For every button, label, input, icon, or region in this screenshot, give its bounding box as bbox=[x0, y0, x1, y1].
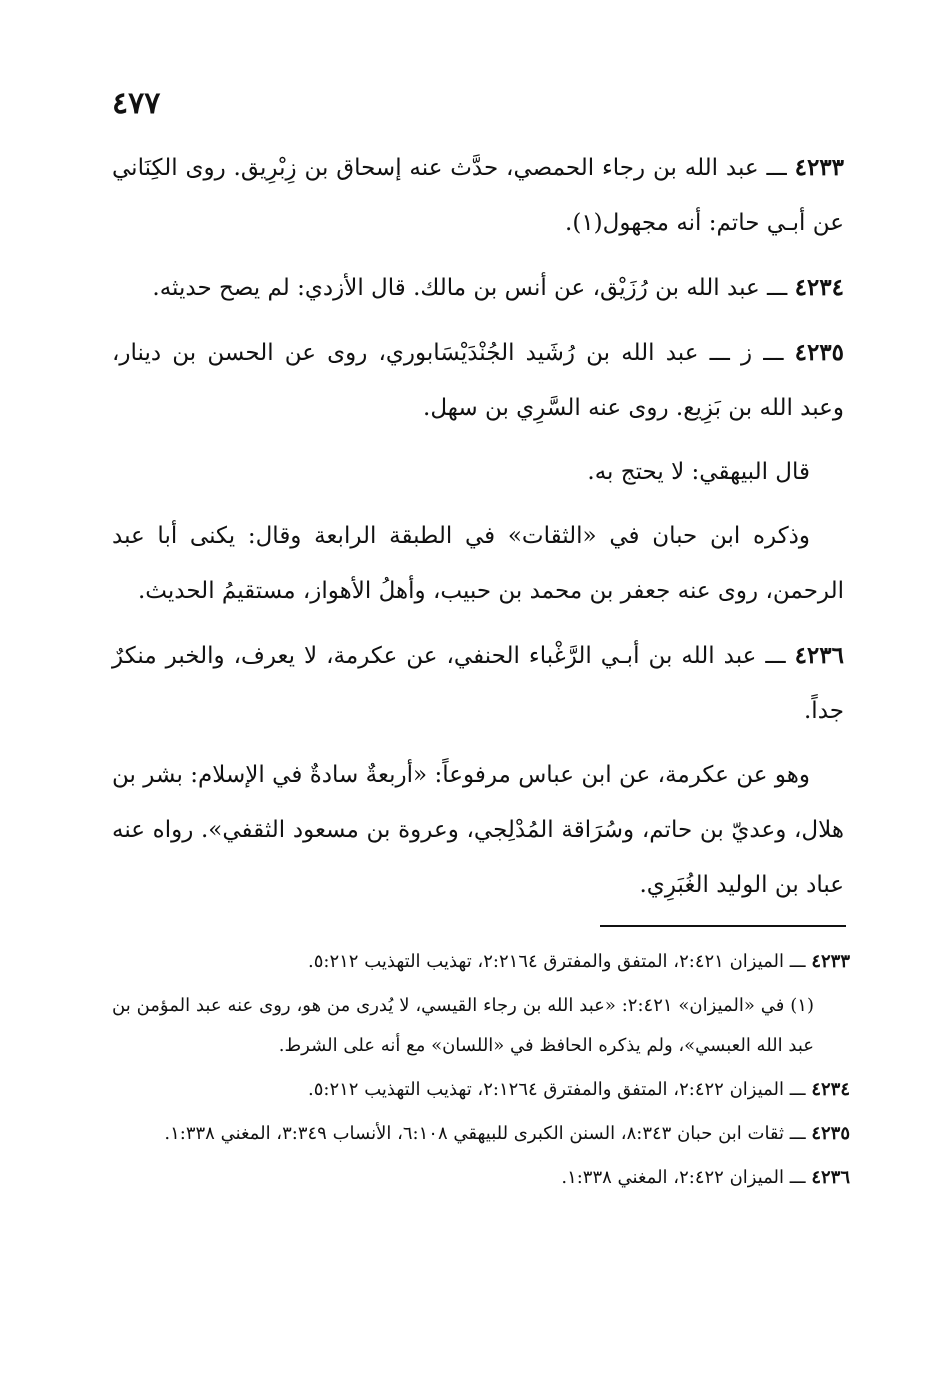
entry-4233 bbox=[112, 140, 844, 251]
entry-4236-hadith: وهو عن عكرمة، عن ابن عباس مرفوعاً: «أربعةٌ سادةٌ في الإسلام: بشر بن هلال، وعديّ بن حاتم، وسُرَاقة المُدْلِجي، وعروة بن مسعود الثقفي». رواه عنه عباد بن الوليد الغُبَرِي. bbox=[112, 762, 844, 898]
footnote-4234 bbox=[112, 1070, 850, 1110]
main-text bbox=[112, 140, 844, 922]
footnote-divider bbox=[600, 925, 846, 927]
footnote-4235 bbox=[112, 1114, 850, 1154]
entry-4235 bbox=[112, 325, 844, 436]
footnote-text: ـــ الميزان ٢:٤٢٢، المتفق والمفترق ٢:١٢٦٤، تهذيب التهذيب ٥:٢١٢. bbox=[308, 1079, 806, 1100]
footnotes bbox=[112, 942, 850, 1202]
footnote-text: ـــ الميزان ٢:٤٢٢، المغني ١:٣٣٨. bbox=[561, 1167, 806, 1188]
footnote-1 bbox=[112, 986, 850, 1066]
footnote-4236 bbox=[112, 1158, 850, 1198]
footnote-text: ـــ الميزان ٢:٤٢١، المتفق والمفترق ٢:٢١٦٤، تهذيب التهذيب ٥:٢١٢. bbox=[308, 951, 806, 972]
footnote-4233 bbox=[112, 942, 850, 982]
footnote-text: ـــ ثقات ابن حبان ٨:٣٤٣، السنن الكبرى للبيهقي ٦:١٠٨، الأنساب ٣:٣٤٩، المغني ١:٣٣٨. bbox=[164, 1123, 806, 1144]
entry-text: ـــ ز ـــ عبد الله بن رُشَيد الجُنْدَيْسَابوري، روى عن الحسن بن دينار، وعبد الله بن بَزِيع. روى عنه السَّرِي بن سهل. bbox=[112, 340, 844, 421]
footnote-number: ٤٢٣٤ bbox=[811, 1079, 850, 1100]
entry-4235-bayhaqi: قال البيهقي: لا يحتج به. bbox=[587, 459, 810, 485]
entry-number: ٤٢٣٦ bbox=[794, 642, 844, 669]
entry-4236 bbox=[112, 628, 844, 739]
footnote-number: ٤٢٣٦ bbox=[811, 1167, 850, 1188]
footnote-number: ٤٢٣٣ bbox=[811, 951, 850, 972]
entry-text: ـــ عبد الله بن أبـي الرَّغْباء الحنفي، عن عكرمة، لا يعرف، والخبر منكرٌ جداً. bbox=[112, 643, 844, 724]
entry-text: ـــ عبد الله بن رجاء الحمصي، حدَّث عنه إسحاق بن زِبْرِيق. روى الكِنَاني عن أبـي حاتم: أنه مجهول(١). bbox=[112, 155, 844, 236]
footnote-number: ٤٢٣٥ bbox=[811, 1123, 850, 1144]
footnote-text: في «الميزان» ٢:٤٢١: «عبد الله بن رجاء القيسي، لا يُدرى من هو، روى عنه عبد المؤمن بن عبد الله العبسي»، ولم يذكره الحافظ في «اللسان» مع أنه على الشرط. bbox=[112, 995, 814, 1056]
entry-number: ٤٢٣٤ bbox=[794, 274, 844, 301]
page-number: ٤٧٧ bbox=[112, 86, 161, 121]
entry-4234 bbox=[112, 260, 844, 316]
footnote-number: (١) bbox=[790, 995, 814, 1016]
entry-text: ـــ عبد الله بن رُزَيْق، عن أنس بن مالك. قال الأزدي: لم يصح حديثه. bbox=[152, 275, 788, 301]
entry-number: ٤٢٣٥ bbox=[794, 339, 845, 366]
entry-4235-ibn-hibban: وذكره ابن حبان في «الثقات» في الطبقة الرابعة وقال: يكنى أبا عبد الرحمن، روى عنه جعفر بن محمد بن حبيب، وأهلُ الأهواز، مستقيمُ الحديث. bbox=[112, 523, 844, 604]
entry-number: ٤٢٣٣ bbox=[794, 154, 845, 181]
